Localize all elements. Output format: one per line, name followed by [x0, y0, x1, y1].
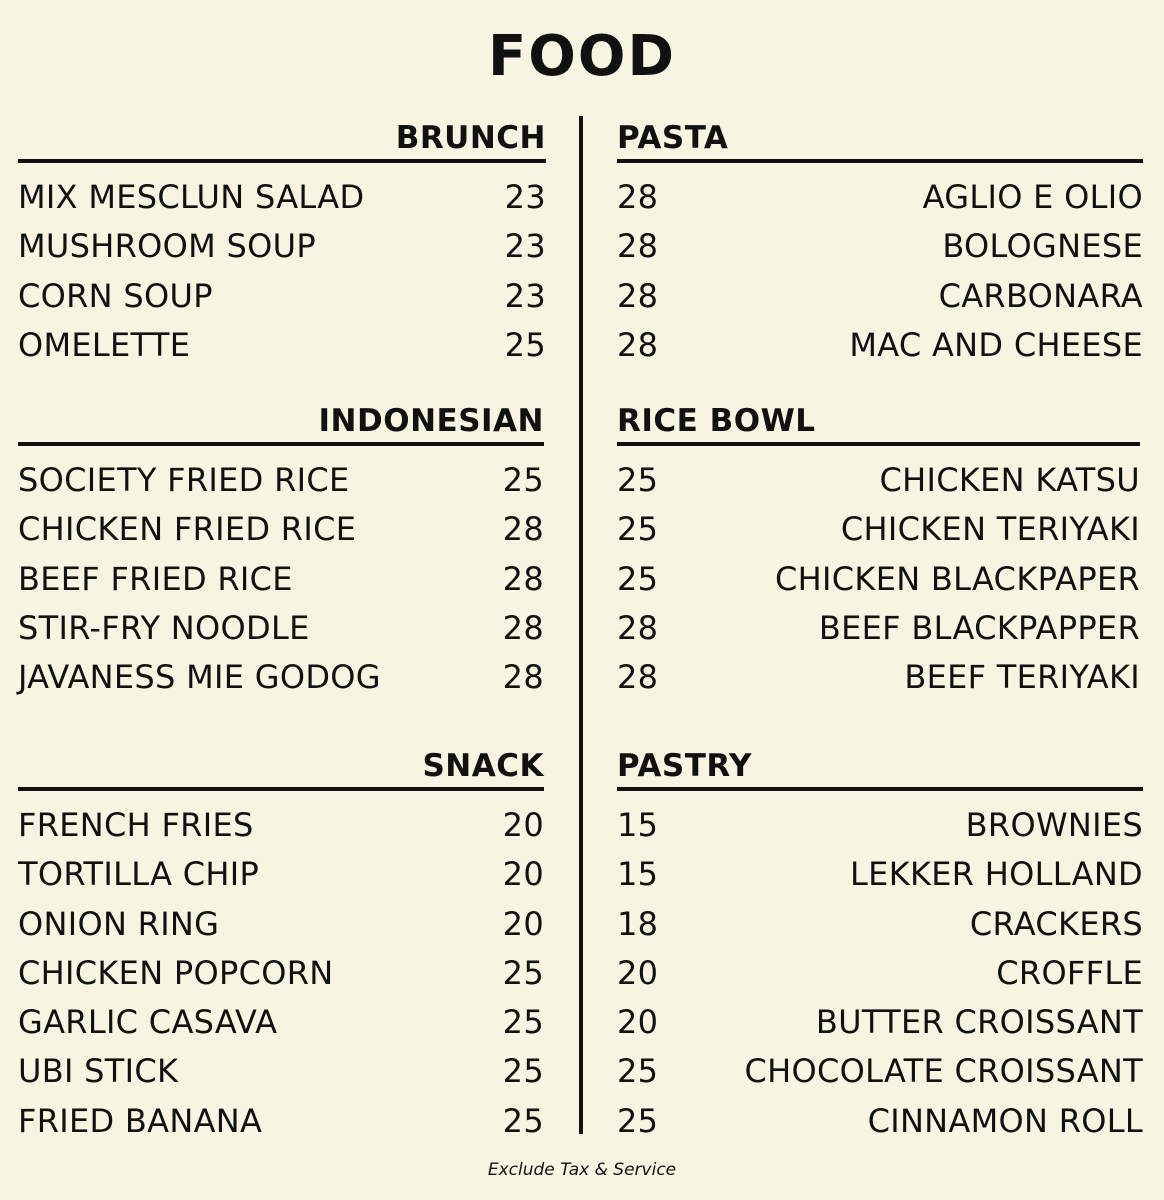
- item-name: OMELETTE: [18, 325, 191, 364]
- section-rule: [617, 787, 1143, 791]
- menu-item: [18, 949, 544, 998]
- item-name: BUTTER CROISSANT: [815, 1003, 1143, 1042]
- item-list: [18, 173, 546, 370]
- item-name: CHICKEN KATSU: [879, 461, 1140, 499]
- item-name: ONION RING: [18, 904, 220, 943]
- item-name: LEKKER HOLLAND: [850, 855, 1143, 894]
- item-price: 25: [617, 559, 659, 598]
- menu-item: [18, 321, 546, 370]
- item-name: BEEF BLACKPAPPER: [818, 608, 1140, 647]
- item-price: 28: [617, 658, 659, 697]
- item-price: 28: [502, 608, 544, 647]
- item-price: 28: [617, 227, 659, 266]
- menu-item: [18, 456, 544, 505]
- item-name: MIX MESCLUN SALAD: [18, 178, 365, 216]
- section-snack: [18, 748, 544, 1146]
- item-name: SOCIETY FRIED RICE: [18, 461, 350, 499]
- menu-item: [617, 505, 1140, 554]
- menu-item: [617, 456, 1140, 505]
- item-price: 28: [617, 325, 659, 364]
- item-price: 25: [617, 461, 659, 499]
- column-divider: [579, 116, 583, 1134]
- item-name: MAC AND CHEESE: [849, 325, 1143, 364]
- menu-item: [617, 604, 1140, 653]
- menu-item: [617, 801, 1143, 850]
- item-name: JAVANESS MIE GODOG: [18, 658, 381, 697]
- item-name: GARLIC CASAVA: [18, 1003, 278, 1042]
- item-price: 25: [504, 325, 546, 364]
- item-price: 28: [502, 559, 544, 598]
- item-price: 23: [504, 227, 546, 266]
- item-price: 20: [502, 855, 544, 894]
- menu-item: [18, 1047, 544, 1096]
- item-price: 25: [502, 1003, 544, 1042]
- menu-item: [18, 604, 544, 653]
- item-name: FRIED BANANA: [18, 1101, 263, 1140]
- item-name: UBI STICK: [18, 1052, 179, 1091]
- item-list: [18, 801, 544, 1146]
- item-name: AGLIO E OLIO: [922, 178, 1143, 216]
- menu-item: [617, 998, 1143, 1047]
- item-price: 20: [617, 1003, 659, 1042]
- item-price: 25: [617, 1052, 659, 1091]
- item-price: 20: [617, 953, 659, 992]
- item-list: [617, 801, 1143, 1146]
- item-name: MUSHROOM SOUP: [18, 227, 316, 266]
- menu-item: [617, 900, 1143, 949]
- section-heading-pasta: PASTA: [617, 120, 729, 156]
- item-name: FRENCH FRIES: [18, 806, 254, 844]
- menu-item: [617, 321, 1143, 370]
- menu-item: [18, 998, 544, 1047]
- item-price: 25: [502, 1052, 544, 1091]
- item-name: BEEF TERIYAKI: [904, 658, 1140, 697]
- menu-item: [18, 900, 544, 949]
- item-name: BOLOGNESE: [942, 227, 1143, 266]
- item-name: CINNAMON ROLL: [867, 1101, 1143, 1140]
- menu-item: [18, 1097, 544, 1146]
- section-heading-snack: SNACK: [422, 748, 544, 784]
- item-price: 28: [617, 608, 659, 647]
- item-price: 23: [504, 276, 546, 315]
- item-price: 28: [502, 510, 544, 549]
- item-price: 25: [617, 510, 659, 549]
- section-heading-indonesian: INDONESIAN: [318, 403, 544, 439]
- item-price: 15: [617, 855, 659, 894]
- item-price: 28: [617, 276, 659, 315]
- section-pasta: [617, 120, 1143, 370]
- menu-item: [617, 949, 1143, 998]
- item-name: CRACKERS: [969, 904, 1143, 943]
- menu-item: [18, 272, 546, 321]
- menu-item: [617, 222, 1143, 271]
- menu-item: [617, 1047, 1143, 1096]
- item-list: [617, 456, 1140, 702]
- item-name: CROFFLE: [996, 953, 1143, 992]
- item-price: 20: [502, 904, 544, 943]
- item-price: 20: [502, 806, 544, 844]
- section-indonesian: [18, 403, 544, 702]
- item-name: CHICKEN BLACKPAPER: [775, 559, 1140, 598]
- item-name: BEEF FRIED RICE: [18, 559, 293, 598]
- section-heading-rice-bowl: RICE BOWL: [617, 403, 816, 439]
- menu-item: [18, 555, 544, 604]
- menu-item: [617, 555, 1140, 604]
- item-price: 25: [502, 953, 544, 992]
- item-price: 23: [504, 178, 546, 216]
- menu-item: [18, 850, 544, 899]
- section-rice-bowl: [617, 403, 1140, 702]
- menu-item: [617, 1097, 1143, 1146]
- item-name: CHOCOLATE CROISSANT: [744, 1052, 1143, 1091]
- item-name: CHICKEN TERIYAKI: [840, 510, 1140, 549]
- menu-item: [617, 173, 1143, 222]
- section-pastry: [617, 748, 1143, 1146]
- menu-item: [617, 850, 1143, 899]
- menu-item: [18, 653, 544, 702]
- section-heading-pastry: PASTRY: [617, 748, 752, 784]
- item-name: TORTILLA CHIP: [18, 855, 260, 894]
- section-rule: [617, 159, 1143, 163]
- item-name: CHICKEN POPCORN: [18, 953, 334, 992]
- item-price: 15: [617, 806, 659, 844]
- menu-item: [18, 505, 544, 554]
- menu-title: FOOD: [488, 24, 676, 89]
- section-rule: [18, 787, 544, 791]
- item-name: BROWNIES: [965, 806, 1143, 844]
- section-rule: [18, 159, 546, 163]
- menu-item: [18, 173, 546, 222]
- item-price: 18: [617, 904, 659, 943]
- menu-item: [617, 653, 1140, 702]
- item-name: CHICKEN FRIED RICE: [18, 510, 357, 549]
- item-price: 25: [502, 461, 544, 499]
- footer-note: Exclude Tax & Service: [487, 1160, 677, 1180]
- section-rule: [18, 442, 544, 446]
- item-price: 25: [617, 1101, 659, 1140]
- item-price: 28: [502, 658, 544, 697]
- menu-item: [18, 222, 546, 271]
- section-heading-brunch: BRUNCH: [395, 120, 546, 156]
- item-price: 25: [502, 1101, 544, 1140]
- section-brunch: [18, 120, 546, 370]
- item-price: 28: [617, 178, 659, 216]
- section-rule: [617, 442, 1140, 446]
- item-list: [18, 456, 544, 702]
- item-list: [617, 173, 1143, 370]
- item-name: CARBONARA: [938, 276, 1143, 315]
- item-name: CORN SOUP: [18, 276, 213, 315]
- menu-item: [617, 272, 1143, 321]
- menu-item: [18, 801, 544, 850]
- item-name: STIR-FRY NOODLE: [18, 608, 310, 647]
